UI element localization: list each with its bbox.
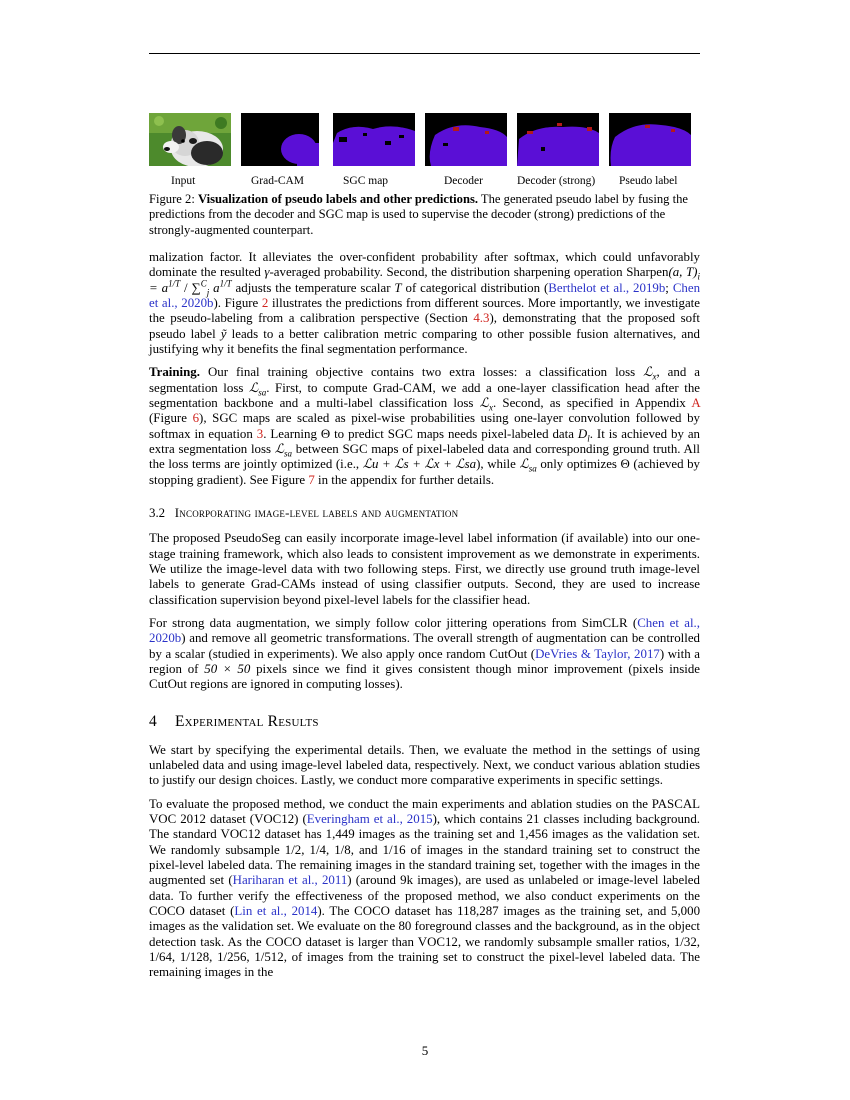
figure-thumbnails: [149, 113, 700, 175]
section-number: 4: [149, 712, 157, 730]
citation-link[interactable]: Chen et al., 2020b: [149, 615, 700, 646]
decoder-strong-drawing: [517, 113, 599, 166]
figure-2: [149, 113, 700, 238]
pseudo-label-map: [609, 113, 691, 166]
figure-caption: [149, 192, 700, 238]
sgc-map: [333, 113, 415, 166]
panel-label-sgc: SGC map: [343, 175, 389, 187]
subsection-heading-3-2: [149, 506, 700, 521]
citation-link[interactable]: Lin et al., 2014: [234, 904, 318, 919]
decoder-drawing: [425, 113, 507, 166]
figure-ref-link[interactable]: 2: [261, 296, 269, 311]
appendix-ref-link[interactable]: A: [691, 396, 700, 411]
caption-lead: Figure 2:: [149, 192, 198, 206]
panel-label-pseudo: Pseudo label: [619, 175, 678, 187]
citation-link[interactable]: Chen et al., 2020b: [149, 280, 701, 311]
paragraph-image-level: The proposed PseudoSeg can easily incorporate image-level label information (if available) into our one-stage training framework, which also leads to consistent improvement as we demonstrate in experiments. We utilize the image-level data with two following steps. First, we directly use ground truth image-level labels to generate Grad-CAMs instead of using classifier outputs. Second, they are used to increase classification supervision beyond pixel-level labels for the classifier head.: [149, 531, 700, 607]
header-rule: [149, 53, 700, 54]
citation-link[interactable]: Hariharan et al., 2011: [232, 873, 348, 888]
panel-label-gradcam: Grad-CAM: [251, 175, 305, 187]
panel-label-decoder: Decoder: [444, 175, 483, 187]
caption-rest: The generated pseudo label by fusing the predictions from the decoder and SGC map is used to supervise the decoder (strong) predictions of the strongly-augmented counterpart.: [149, 192, 688, 237]
paragraph-heading-training: Training.: [149, 365, 200, 380]
sgc-drawing: [333, 113, 415, 166]
panel-label-input: Input: [171, 175, 196, 187]
gradcam-map: [241, 113, 319, 166]
panel-label-decoder-strong: Decoder (strong): [517, 175, 596, 187]
figure-labels: [149, 175, 700, 189]
section-title: Experimental Results: [175, 712, 319, 730]
decoder-strong-map: [517, 113, 599, 166]
figure-ref-link[interactable]: 6: [192, 411, 200, 426]
equation-ref-link[interactable]: 3: [256, 426, 264, 441]
decoder-map: [425, 113, 507, 166]
paragraph-overview: We start by specifying the experimental details. Then, we evaluate the method in the settings of using unlabeled data and using image-level labeled data, respectively. Next, we conduct various ablation studies to justify our design choices. Lastly, we conduct more comparative experiments in specific settings.: [149, 742, 700, 788]
figure-ref-link[interactable]: 7: [308, 472, 315, 487]
citation-link[interactable]: Berthelot et al., 2019b: [548, 280, 666, 295]
paragraph-training: Training. Our final training objective contains two extra losses: a classification loss ℒ$_x$, and a segmentation loss ℒ$_{sa}$. First, to compute Grad-CAM, we add a one-layer classification head after the segmentation backbone and a multi-label classification loss ℒ$_x$. Second, as specified in Appendix A (Figure 6), SGC maps are scaled as pixel-wise probabilities using one-layer convolution followed by softmax in equation 3. Learning Θ to predict SGC maps needs pixel-labeled data $D_l$. It is achieved by an extra segmentation loss ℒ$_{sa}$ between SGC maps of pixel-labeled data and corresponding ground truth. All the loss terms are jointly optimized (i.e., ℒu + ℒs + ℒx + ℒsa), while ℒ$_{sa}$ only optimizes Θ (achieved by stopping gradient). See Figure 7 in the appendix for further details.: [149, 365, 700, 487]
caption-bold: Visualization of pseudo labels and other predictions.: [197, 192, 479, 206]
paragraph-datasets: To evaluate the proposed method, we conduct the main experiments and ablation studies on the PASCAL VOC 2012 dataset (VOC12) (Everingham et al., 2015), which contains 21 classes including background. The standard VOC12 dataset has 1,449 images as the training set and 1,456 images as the validation set. We randomly subsample 1/2, 1/4, 1/8, and 1/16 of images in the standard training set to construct the pixel-level labeled data. The remaining images in the standard training set, together with the images in the augmented set (Hariharan et al., 2011) (around 9k images), are used as unlabeled or image-level labeled data. To further verify the effectiveness of the proposed method, we also conduct experiments on the COCO dataset (Lin et al., 2014). The COCO dataset has 118,287 images as the training set, and 5,000 images as the validation set. We evaluate on the 80 foreground classes and the background, as in the object detection task. As the COCO dataset is larger than VOC12, we randomly subsample smaller ratios, 1/32, 1/64, 1/128, 1/256, 1/512, of images from the training set to construct the pixel-level labeled data. The remaining images in the: [149, 796, 701, 980]
page-number: 5: [421, 1043, 429, 1058]
citation-link[interactable]: Everingham et al., 2015: [306, 811, 433, 826]
paragraph-augmentation: For strong data augmentation, we simply follow color jittering operations from SimCLR (Chen et al., 2020b) and remove all geometric transformations. The overall strength of augmentation can be controlled by a scalar (studied in experiments). We also apply once random CutOut (DeVries & Taylor, 2017) with a region of 50 × 50 pixels since we find it gives consistent though minor improvement (pixels inside CutOut regions are ignored in computing losses).: [149, 615, 700, 692]
pseudo-label-drawing: [609, 113, 691, 166]
body-text: [149, 250, 700, 989]
section-ref-link[interactable]: 4.3: [473, 311, 490, 326]
input-image: [149, 113, 231, 166]
input-photo-drawing: [149, 113, 231, 166]
gradcam-drawing: [241, 113, 319, 166]
citation-link[interactable]: DeVries & Taylor, 2017: [535, 646, 660, 661]
section-heading-4: [149, 713, 700, 731]
subsection-title: Incorporating image-level labels and augmentation: [174, 506, 459, 521]
paragraph-calibration: malization factor. It alleviates the over-confident probability after softmax, which could unfavorably dominate the resulted γ-averaged probability. Second, the distribution sharpening operation Sharpen(a, $T)_i = a^{1/T} / \sum^C_j$ $a^{1/T}$ adjusts the temperature scalar T of categorical distribution (Berthelot et al., 2019b; Chen et al., 2020b). Figure 2 illustrates the predictions from different sources. More importantly, we investigate the pseudo-labeling from a calibration perspective (Section 4.3), demonstrating that the proposed soft pseudo label ỹ leads to a better calibration metric comparing to other possible fusion alternatives, and justifying why it benefits the final segmentation performance.: [149, 250, 701, 357]
subsection-number: 3.2: [149, 506, 166, 521]
